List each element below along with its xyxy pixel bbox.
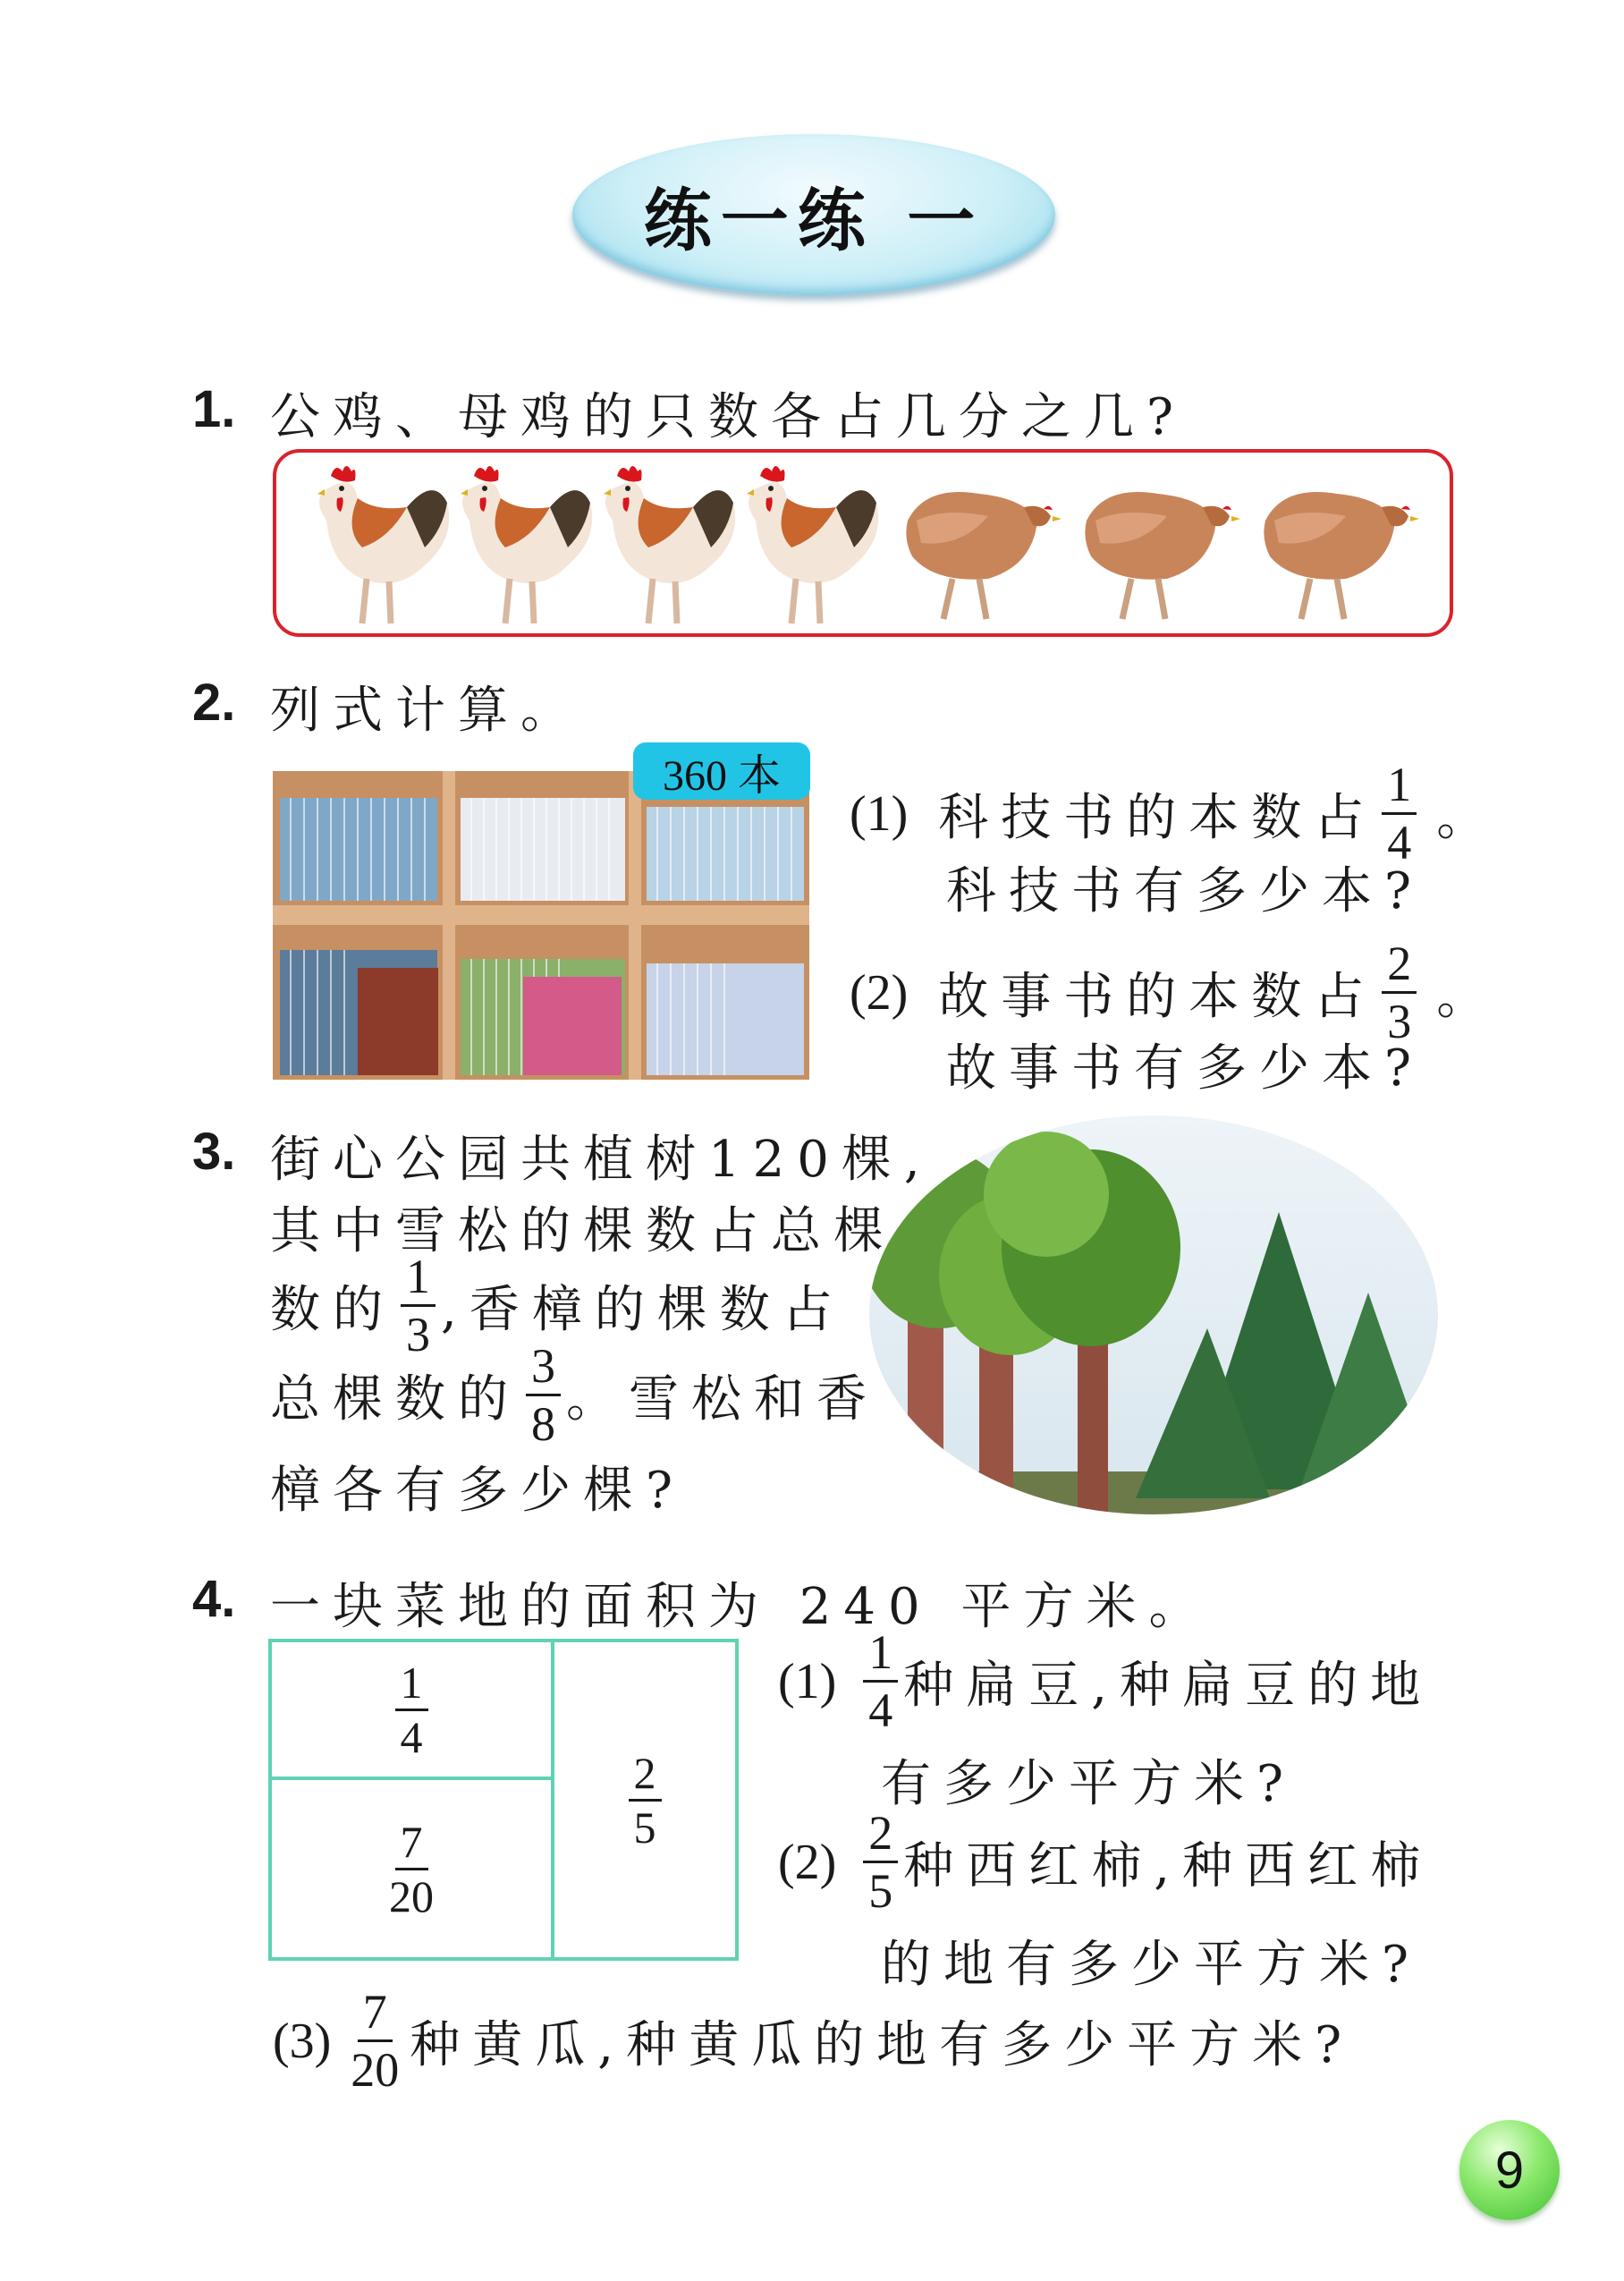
question-4-part-2-ask: 的地有多少平方米? [881, 1936, 1422, 1994]
part-label: (2) [778, 1834, 837, 1890]
part-label: (2) [850, 964, 909, 1021]
question-number-2: 2. [192, 674, 236, 732]
book-count-badge [633, 742, 810, 800]
line-text: 。雪松和香 [566, 1369, 879, 1429]
fraction: $\frac{1}{3}$ [401, 1252, 436, 1359]
question-4-part-1-ask: 有多少平方米? [881, 1755, 1297, 1813]
title-banner [572, 134, 1055, 295]
question-4-part-2 [778, 1806, 1434, 1918]
part-label: (1) [778, 1653, 837, 1709]
fraction: $\frac{1}{4}$ [1382, 760, 1417, 867]
question-3-line-2: 其中雪松的棵数占总棵 [270, 1202, 896, 1260]
fraction: $\frac{2}{5}$ [863, 1809, 898, 1915]
question-1-text: 公鸡、母鸡的只数各占几分之几? [270, 388, 1187, 446]
question-3-line-4 [270, 1339, 879, 1451]
fraction: $\frac{1}{4}$ [863, 1628, 898, 1734]
chicken-illustration [273, 449, 1453, 637]
part-text: 种西红柿,种西红柿 [903, 1836, 1434, 1895]
page-title: 练一练 一 [643, 180, 985, 260]
line-text: 数的 [270, 1280, 395, 1339]
part-label: (1) [850, 785, 909, 842]
question-2-part-2-ask: 故事书有多少本? [946, 1039, 1425, 1098]
question-number-3: 3. [192, 1123, 236, 1181]
question-3-line-5: 樟各有多少棵? [270, 1462, 686, 1520]
question-2-text: 列式计算。 [270, 682, 583, 740]
page-number-badge [1459, 2120, 1560, 2220]
question-2-part-1-ask: 科技书有多少本? [946, 862, 1425, 920]
question-4-text: 一块菜地的面积为 240 平方米。 [270, 1578, 1212, 1636]
trees-photo [867, 1114, 1440, 1516]
part-label: (3) [273, 2013, 332, 2069]
question-4-part-3 [273, 1985, 1355, 2097]
cell-beans [272, 1642, 551, 1776]
fraction: $\frac{1}{4}$ [395, 1660, 428, 1760]
question-number-4: 4. [192, 1570, 236, 1628]
part-text: 故事书的本数占 [938, 967, 1377, 1026]
field-diagram [268, 1639, 739, 1961]
question-number-1: 1. [192, 380, 236, 438]
fraction: $\frac{2}{5}$ [629, 1751, 662, 1850]
fraction: $\frac{2}{3}$ [1382, 939, 1417, 1046]
line-text: ,香樟的棵数占 [441, 1280, 845, 1339]
question-4-part-1 [778, 1625, 1434, 1737]
question-3-line-1: 街心公园共植树120棵, [270, 1131, 933, 1189]
part-end: 。 [1436, 967, 1500, 1026]
cell-tomato [554, 1642, 735, 1957]
fraction: $\frac{7}{20}$ [389, 1816, 434, 1921]
page-number: 9 [1494, 2141, 1525, 2200]
line-text: 总棵数的 [270, 1369, 520, 1429]
fraction: $\frac{3}{8}$ [526, 1342, 561, 1448]
cell-cucumber [272, 1780, 551, 1957]
part-text: 种黄瓜,种黄瓜的地有多少平方米? [410, 2015, 1355, 2074]
fraction: $\frac{7}{20}$ [351, 1985, 400, 2097]
book-count-label: 360 本 [662, 751, 781, 800]
part-end: 。 [1436, 788, 1500, 847]
part-text: 种扁豆,种扁豆的地 [903, 1656, 1434, 1715]
bookshelf-photo [273, 771, 809, 1080]
part-text: 科技书的本数占 [938, 788, 1377, 847]
